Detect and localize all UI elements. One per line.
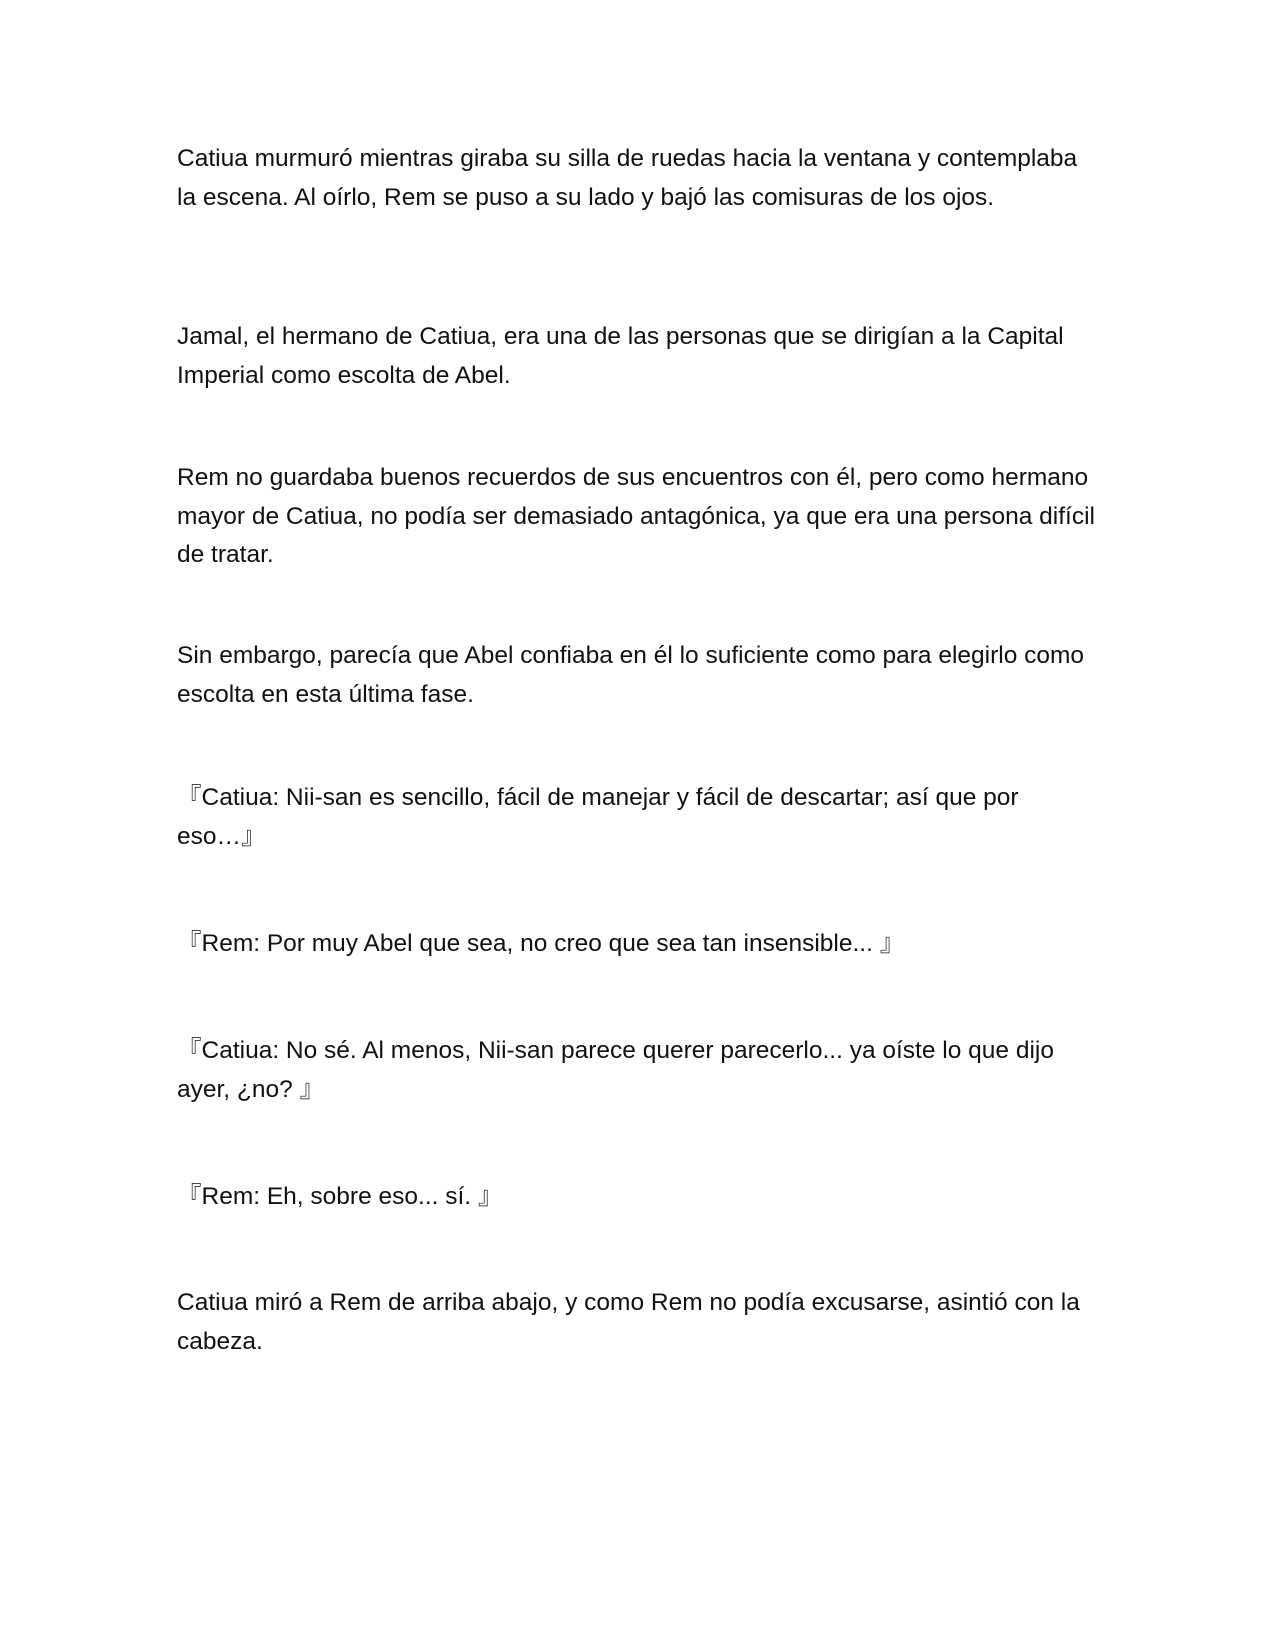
dialogue-line-1: 『Catiua: Nii-san es sencillo, fácil de manejar y fácil de descartar; así que por eso…』 [177,784,1019,850]
paragraph-1: Catiua murmuró mientras giraba su silla de ruedas hacia la ventana y contemplaba la escena. Al oírlo, Rem se puso a su lado y bajó las comisuras de los ojos. [177,145,1078,211]
dialogue-line-3: 『Catiua: No sé. Al menos, Nii-san parece querer parecerlo... ya oíste lo que dijo ayer, ¿no? 』 [177,1037,1054,1103]
dialogue-line-4: 『Rem: Eh, sobre eso... sí. 』 [177,1183,503,1210]
dialogue-line-2: 『Rem: Por muy Abel que sea, no creo que sea tan insensible... 』 [177,930,905,957]
paragraph-4: Sin embargo, parecía que Abel confiaba en él lo suficiente como para elegirlo como escolta en esta última fase. [177,642,1085,708]
paragraph-2: Jamal, el hermano de Catiua, era una de las personas que se dirigían a la Capital Imperial como escolta de Abel. [177,323,1064,389]
paragraph-5: Catiua miró a Rem de arriba abajo, y como Rem no podía excusarse, asintió con la cabeza. [177,1289,1080,1355]
paragraph-3: Rem no guardaba buenos recuerdos de sus encuentros con él, pero como hermano mayor de Catiua, no podía ser demasiado antagónica, ya que era una persona difícil de tratar. [177,464,1095,568]
